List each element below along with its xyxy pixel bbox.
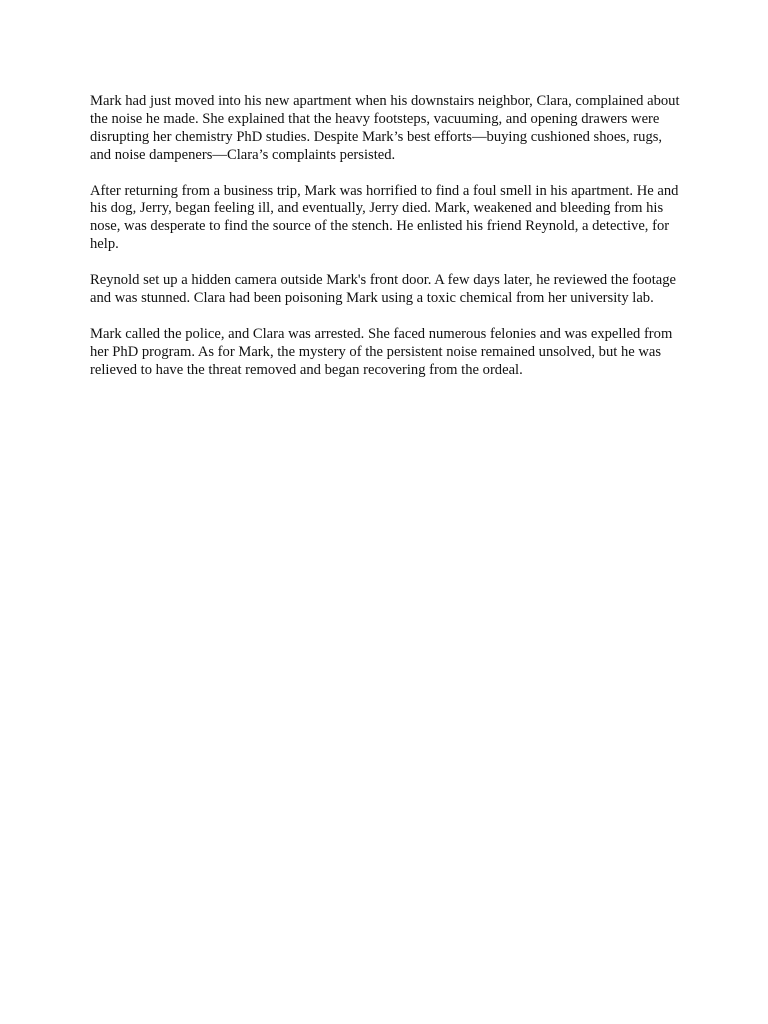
paragraph-1: Mark had just moved into his new apartment when his downstairs neighbor, Clara, complained about the noise he made. She explained that the heavy footsteps, vacuuming, and opening drawers were disrupting her chemistry PhD studies. Despite Mark’s best efforts—buying cushioned shoes, rugs, and noise dampeners—Clara’s complaints persisted. <box>90 93 680 163</box>
document-body <box>90 93 680 397</box>
paragraph-4: Mark called the police, and Clara was arrested. She faced numerous felonies and was expelled from her PhD program. As for Mark, the mystery of the persistent noise remained unsolved, but he was relieved to have the threat removed and began recovering from the ordeal. <box>90 325 673 378</box>
paragraph-3: Reynold set up a hidden camera outside Mark's front door. A few days later, he reviewed the footage and was stunned. Clara had been poisoning Mark using a toxic chemical from her university lab. <box>90 272 677 306</box>
paragraph-2: After returning from a business trip, Mark was horrified to find a foul smell in his apartment. He and his dog, Jerry, began feeling ill, and eventually, Jerry died. Mark, weakened and bleeding from his nose, was desperate to find the source of the stench. He enlisted his friend Reynold, a detective, for help. <box>90 182 679 253</box>
